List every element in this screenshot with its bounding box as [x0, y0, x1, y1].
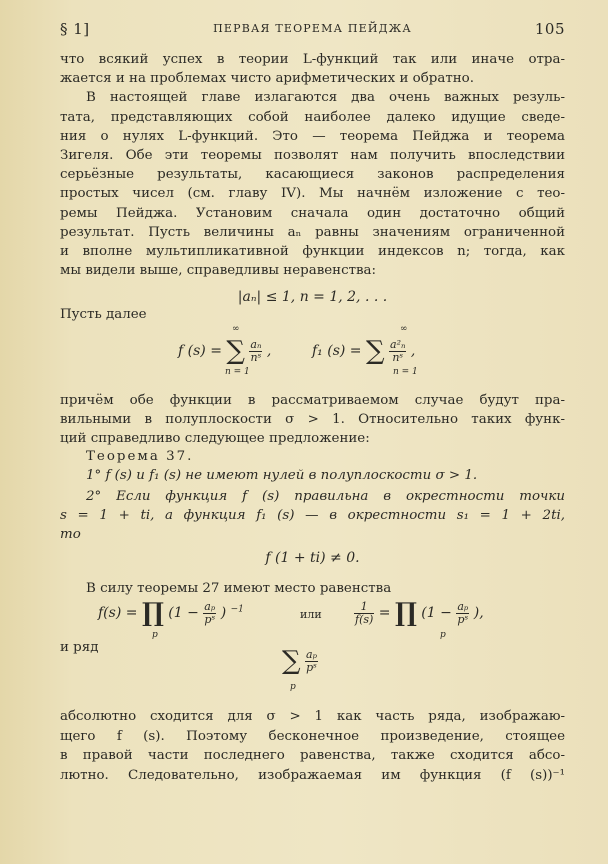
- lower-limit: n = 1: [393, 367, 418, 377]
- denominator: nˢ: [392, 350, 404, 364]
- formula-euler-product: [60, 592, 565, 638]
- i-ryad: и ряд: [60, 640, 99, 655]
- theorem-item-2: [60, 487, 565, 545]
- open-paren: (1 −: [421, 605, 452, 621]
- text-line: лютно. Следовательно, изображаемая им функция (f (s))⁻¹: [60, 767, 565, 783]
- theorem-item-1: 1° f (s) и f₁ (s) не имеют нулей в полуплоскости σ > 1.: [86, 468, 478, 483]
- section-mark: § 1]: [60, 20, 90, 38]
- product-index: p: [440, 630, 446, 640]
- paragraph-5: [60, 707, 565, 785]
- paragraph-1: [60, 50, 565, 88]
- comma: ,: [410, 343, 416, 359]
- product-symbol: ∏: [141, 598, 164, 628]
- open-paren: (1 −: [168, 605, 199, 621]
- page-header: [60, 20, 565, 44]
- numerator: aₙ: [250, 337, 262, 351]
- text-line: абсолютно сходится для σ > 1 как часть ряда, изображаю-: [60, 709, 565, 724]
- formula-inequality: |aₙ| ≤ 1, n = 1, 2, . . .: [237, 289, 388, 305]
- sigma-symbol: ∑: [282, 646, 301, 676]
- text-line: что всякий успех в теории L-функций так или иначе отра-: [60, 52, 565, 67]
- equals-sign: =: [378, 605, 391, 621]
- text-line: ций справедливо следующее предложение:: [60, 431, 370, 447]
- fraction: [249, 339, 262, 364]
- running-title: ПЕРВАЯ ТЕОРЕМА ПЕЙДЖА: [213, 22, 412, 35]
- numerator: aₚ: [457, 599, 469, 613]
- denominator: pˢ: [306, 660, 317, 674]
- ili-word: или: [300, 608, 322, 621]
- paragraph-3: [60, 391, 565, 449]
- text-line: ния о нулях L-функций. Это — теорема Пейджа и теорема: [60, 128, 565, 144]
- denominator: f(s): [355, 612, 374, 626]
- formula-sum-ap: [60, 642, 565, 692]
- text-line: щего f (s). Поэтому бесконечное произведение, стоящее: [60, 728, 565, 744]
- paragraph-2: [60, 88, 565, 280]
- fraction: [456, 601, 469, 626]
- theorem-title: Теорема 37.: [86, 449, 194, 464]
- text-body: [60, 50, 565, 280]
- page-number: 105: [534, 20, 565, 38]
- formula-series-definitions: [60, 322, 565, 377]
- numerator: 1: [354, 601, 374, 614]
- fraction: [354, 601, 374, 626]
- fraction: [389, 339, 406, 364]
- product-index: p: [152, 630, 158, 640]
- text-line: причём обе функции в рассматриваемом случае будут пра-: [60, 393, 565, 408]
- text-line: s = 1 + ti, а функция f₁ (s) — в окрестности s₁ = 1 + 2ti,: [60, 508, 565, 524]
- text-line: ремы Пейджа. Установим сначала один достаточно общий: [60, 205, 565, 221]
- text-line: Зигеля. Обе эти теоремы позволят нам получить впоследствии: [60, 148, 565, 164]
- denominator: nˢ: [250, 350, 262, 364]
- f-lhs: f (s) =: [178, 343, 222, 359]
- numerator: aₚ: [306, 647, 317, 661]
- comma: ,: [266, 343, 272, 359]
- f-lhs: f(s) =: [98, 605, 138, 621]
- f1-lhs: f₁ (s) =: [312, 343, 362, 359]
- text-line: мы видели выше, справедливы неравенства:: [60, 263, 377, 279]
- text-line: простых чисел (см. главу IV). Мы начнём изложение с тео-: [60, 186, 565, 202]
- lower-limit: n = 1: [225, 367, 250, 377]
- upper-limit: ∞: [232, 324, 240, 334]
- fraction: [305, 649, 318, 674]
- sum-index: p: [290, 682, 296, 692]
- text-line: 2° Если функция f (s) правильна в окрестности точки: [86, 489, 565, 504]
- text-line: В настоящей главе излагаются два очень важных резуль-: [86, 90, 565, 106]
- formula-nonzero: f (1 + ti) ≠ 0.: [265, 550, 360, 566]
- upper-limit: ∞: [400, 324, 408, 334]
- text-line: результат. Пусть величины aₙ равны значениям ограниченной: [60, 224, 565, 240]
- text-line: вильными в полуплоскости σ > 1. Относительно таких функ-: [60, 412, 565, 428]
- denominator: pˢ: [457, 612, 469, 626]
- sigma-symbol: ∑: [226, 336, 245, 366]
- exponent: −1: [230, 604, 244, 615]
- text-line: и вполне мультипликативной функции индексов n; тогда, как: [60, 244, 565, 260]
- fraction: [203, 601, 216, 626]
- product-symbol: ∏: [394, 598, 417, 628]
- text-line: серьёзные результаты, касающиеся законов распределения: [60, 167, 565, 183]
- pust-dalee: Пусть далее: [60, 307, 147, 322]
- text-line: в правой части последнего равенства, также сходится абсо-: [60, 748, 565, 764]
- sigma-symbol: ∑: [366, 336, 385, 366]
- numerator: a²ₙ: [390, 337, 406, 351]
- text-line: жается и на проблемах чисто арифметических и обратно.: [60, 71, 474, 87]
- close-paren: ): [220, 605, 227, 621]
- text-line: то: [60, 527, 81, 543]
- denominator: pˢ: [204, 612, 216, 626]
- paragraph-4: В силу теоремы 27 имеют место равенства: [86, 581, 392, 596]
- close-paren: ),: [473, 605, 484, 621]
- numerator: aₚ: [204, 599, 216, 613]
- text-line: тата, представляющих собой наиболее далеко идущие сведе-: [60, 109, 565, 125]
